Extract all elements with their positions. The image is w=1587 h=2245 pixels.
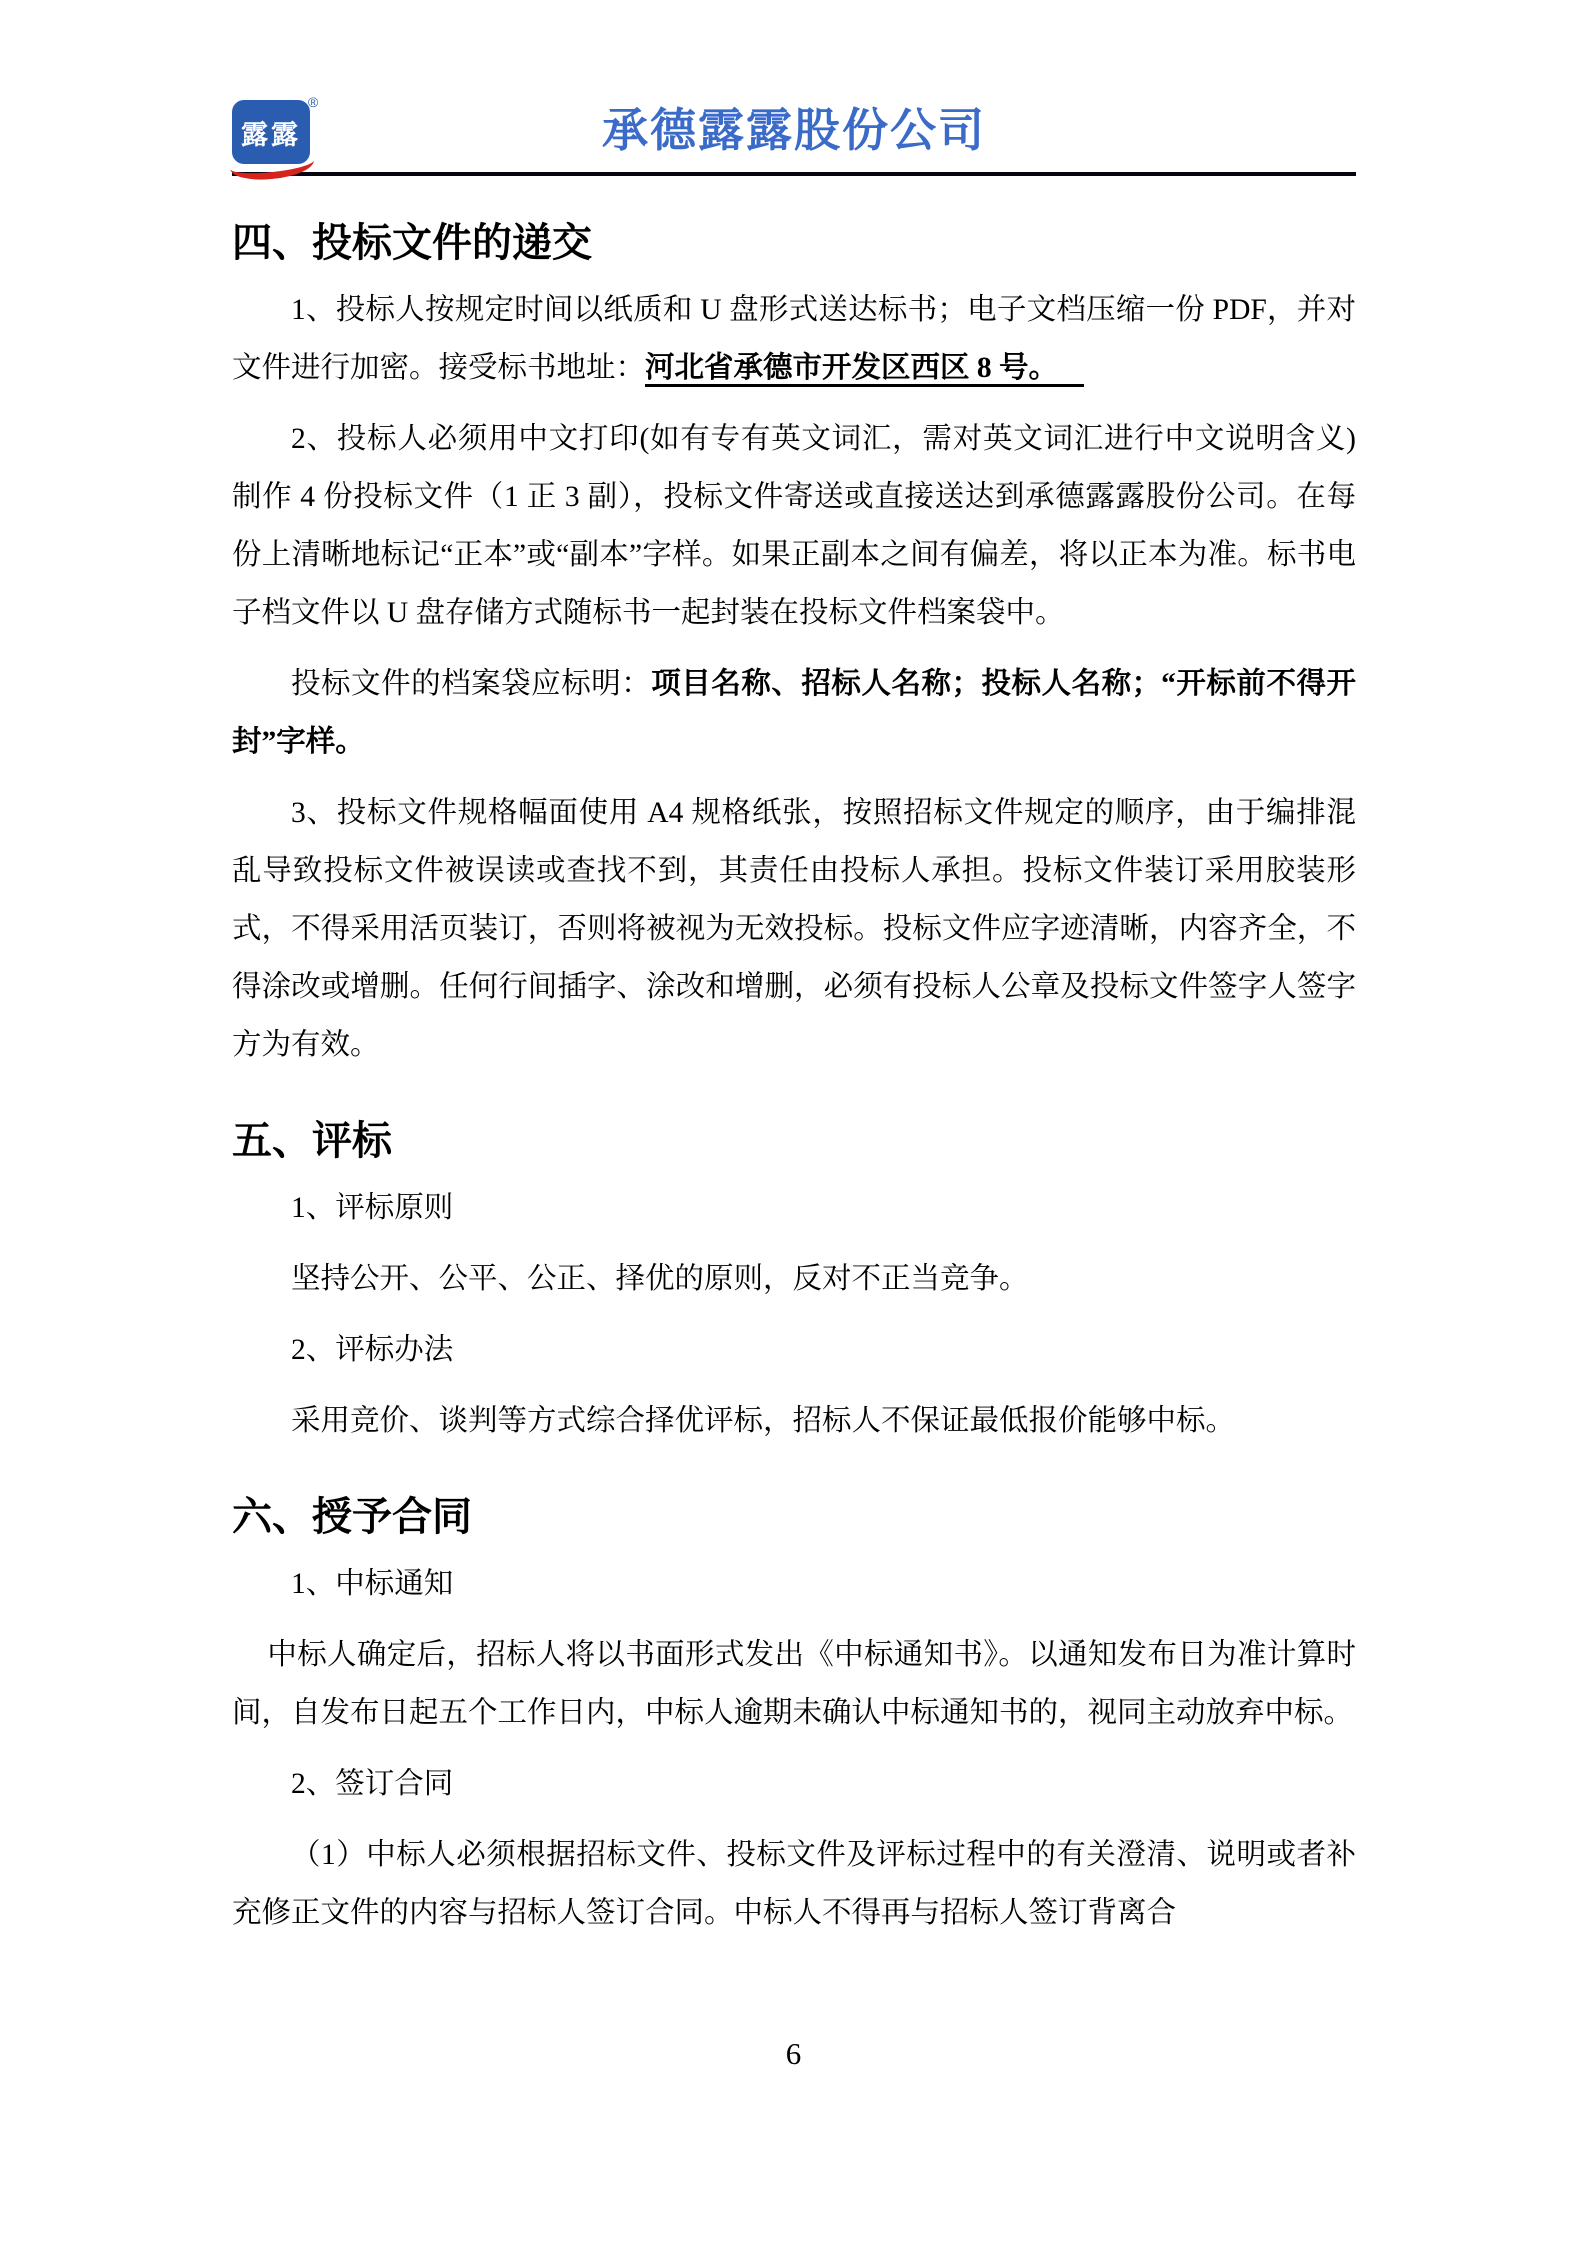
text-segment: 采用竞价、谈判等方式综合择优评标，招标人不保证最低报价能够中标。 <box>291 1405 1236 1437</box>
paragraph <box>232 1626 1356 1742</box>
paragraph <box>232 1392 1356 1450</box>
text-segment: 坚持公开、公平、公正、择优的原则，反对不正当竞争。 <box>291 1263 1029 1295</box>
paragraph <box>232 1250 1356 1308</box>
text-segment: 2、评标办法 <box>291 1334 454 1366</box>
section-heading: 四、投标文件的递交 <box>232 220 592 265</box>
document-body <box>232 218 1356 1942</box>
text-segment: 河北省承德市开发区西区 8 号。 <box>645 352 1084 387</box>
section-heading: 六、授予合同 <box>232 1494 472 1539</box>
paragraph <box>232 410 1356 642</box>
paragraph <box>232 1321 1356 1379</box>
paragraph <box>232 1755 1356 1813</box>
company-name: 承德露露股份公司 <box>602 104 986 156</box>
paragraph <box>232 1179 1356 1237</box>
page-number: 6 <box>785 2036 802 2071</box>
text-segment: （1）中标人必须根据招标文件、投标文件及评标过程中的有关澄清、说明或者补充修正文件的内容与招标人签订合同。中标人不得再与招标人签订背离合 <box>232 1839 1356 1929</box>
registered-trademark-icon: ® <box>308 94 319 110</box>
page-content <box>232 0 1356 1942</box>
text-segment: 2、签订合同 <box>291 1768 454 1800</box>
paragraph <box>232 655 1356 771</box>
text-segment: 投标文件的档案袋应标明： <box>291 668 652 700</box>
text-segment: 3、投标文件规格幅面使用 A4 规格纸张，按照招标文件规定的顺序，由于编排混乱导致投标文件被误读或查找不到，其责任由投标人承担。投标文件装订采用胶装形式，不得采用活页装订，否则将被视为无效投标。投标文件应字迹清晰，内容齐全，不得涂改或增删。任何行间插字、涂改和增删，必须有投标人公章及投标文件签字人签字方为有效。 <box>232 797 1356 1061</box>
paragraph <box>232 784 1356 1074</box>
text-segment: 1、评标原则 <box>291 1192 454 1224</box>
text-segment: 2、投标人必须用中文打印(如有专有英文词汇，需对英文词汇进行中文说明含义)制作 4 份投标文件（1 正 3 副），投标文件寄送或直接送达到承德露露股份公司。在每份上清晰地标记“正本”或“副本”字样。如果正副本之间有偏差，将以正本为准。标书电子档文件以 U 盘存储方式随标书一起封装在投标文件档案袋中。 <box>232 423 1356 629</box>
text-segment: 1、投标人按规定时间以纸质和 U 盘形式送达标书；电子文档压缩一份 PDF，并对文件进行加密。接受标书地址： <box>232 294 1356 384</box>
text-segment: 中标人确定后，招标人将以书面形式发出《中标通知书》。以通知发布日为准计算时间，自发布日起五个工作日内，中标人逾期未确认中标通知书的，视同主动放弃中标。 <box>232 1639 1356 1729</box>
text-segment: 项目名称、招标人名称；投标人名称；“开标前不得开封”字样。 <box>232 668 1356 758</box>
paragraph <box>232 1826 1356 1942</box>
logo-text: 露露 <box>241 119 301 150</box>
page-header <box>232 0 1356 176</box>
paragraph <box>232 281 1356 397</box>
text-segment: 1、中标通知 <box>291 1568 454 1600</box>
paragraph <box>232 1555 1356 1613</box>
section-heading: 五、评标 <box>232 1118 392 1163</box>
